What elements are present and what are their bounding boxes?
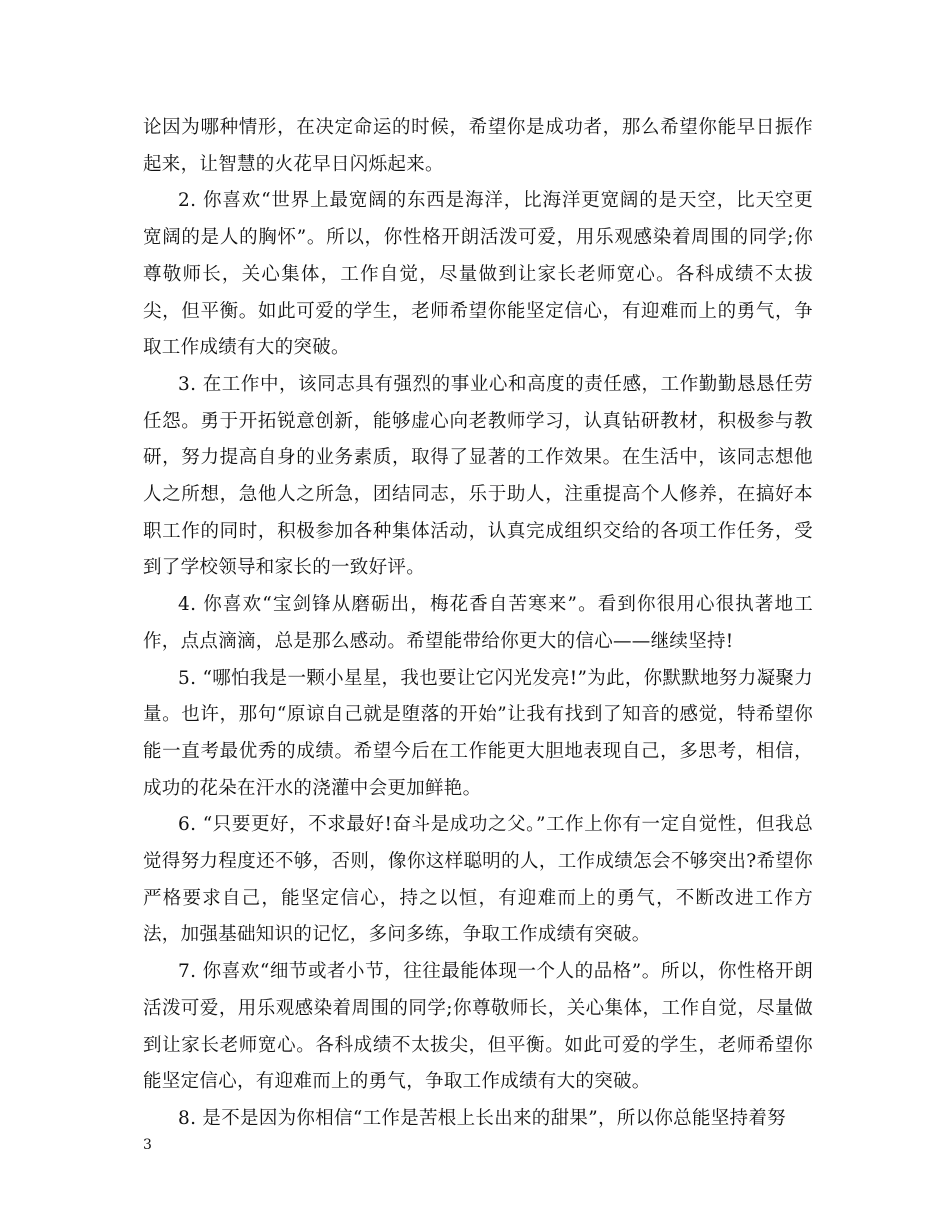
paragraph-3: 3. 在工作中，该同志具有强烈的事业心和高度的责任感，工作勤勤恳恳任劳任怨。勇于开拓锐意创新，能够虚心向老教师学习，认真钻研教材，积极参与教研，努力提高自身的业务素质，取得了显著的工作效果。在生活中，该同志想他人之所想，急他人之所急，团结同志，乐于助人，注重提高个人修养，在搞好本职工作的同时，积极参加各种集体活动，认真完成组织交给的各项工作任务，受到了学校领导和家长的一致好评。: [143, 373, 813, 579]
document-body: [143, 110, 813, 1138]
paragraph-8: 8. 是不是因为你相信“工作是苦根上长出来的甜果”，所以你总能坚持着努: [178, 1107, 786, 1129]
paragraph-7: 7. 你喜欢“细节或者小节，往往最能体现一个人的品格”。所以，你性格开朗活泼可爱，用乐观感染着周围的同学;你尊敬师长，关心集体，工作自觉，尽量做到让家长老师宽心。各科成绩不太拔尖，但平衡。如此可爱的学生，老师希望你能坚定信心，有迎难而上的勇气，争取工作成绩有大的突破。: [143, 961, 813, 1093]
paragraph-2: 2. 你喜欢“世界上最宽阔的东西是海洋，比海洋更宽阔的是天空，比天空更宽阔的是人的胸怀”。所以，你性格开朗活泼可爱，用乐观感染着周围的同学;你尊敬师长，关心集体，工作自觉，尽量做到让家长老师宽心。各科成绩不太拔尖，但平衡。如此可爱的学生，老师希望你能坚定信心，有迎难而上的勇气，争取工作成绩有大的突破。: [143, 190, 813, 359]
paragraph-4: 4. 你喜欢“宝剑锋从磨砺出，梅花香自苦寒来”。看到你很用心很执著地工作，点点滴滴，总是那么感动。希望能带给你更大的信心——继续坚持!: [143, 594, 813, 652]
paragraph-5: 5. “哪怕我是一颗小星星，我也要让它闪光发亮!”为此，你默默地努力凝聚力量。也许，那句“原谅自己就是堕落的开始”让我有找到了知音的感觉，特希望你能一直考最优秀的成绩。希望今后在工作能更大胆地表现自己，多思考，相信，成功的花朵在汗水的浇灌中会更加鲜艳。: [143, 667, 813, 799]
page-number: 3: [143, 1137, 152, 1153]
paragraph-continuation: 论因为哪种情形，在决定命运的时候，希望你是成功者，那么希望你能早日振作起来，让智慧的火花早日闪烁起来。: [143, 117, 813, 175]
paragraph-6: 6. “只要更好，不求最好!奋斗是成功之父。”工作上你有一定自觉性，但我总觉得努力程度还不够，否则，像你这样聪明的人，工作成绩怎会不够突出?希望你严格要求自己，能坚定信心，持之以恒，有迎难而上的勇气，不断改进工作方法，加强基础知识的记忆，多问多练，争取工作成绩有突破。: [143, 814, 813, 946]
